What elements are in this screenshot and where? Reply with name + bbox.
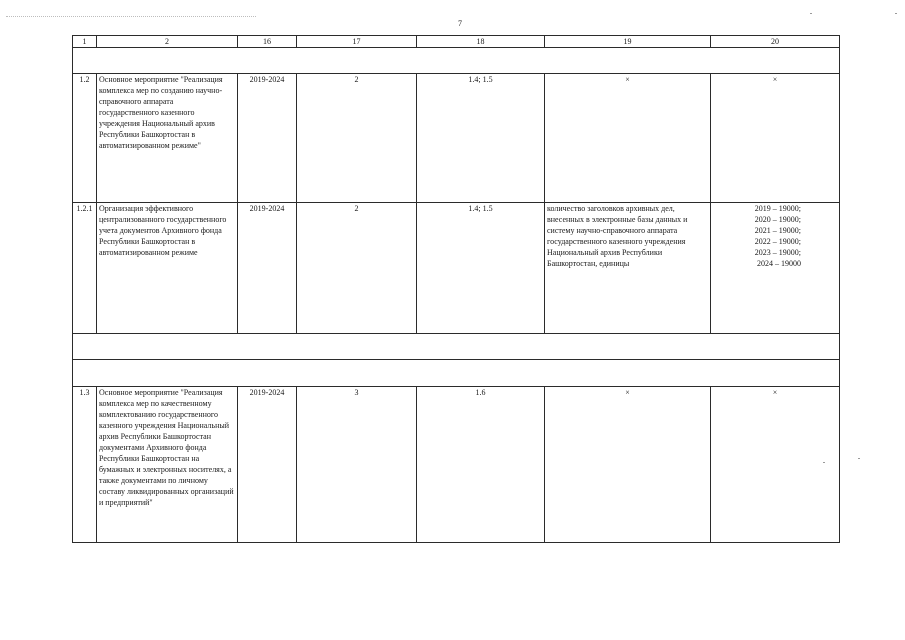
col18-cell: 1.4; 1.5 bbox=[417, 74, 545, 203]
period-cell: 2019-2024 bbox=[238, 74, 297, 203]
blank-cell bbox=[73, 48, 840, 74]
period-cell: 2019-2024 bbox=[238, 387, 297, 543]
column-header: 20 bbox=[711, 36, 840, 48]
header-row bbox=[73, 36, 840, 48]
schedule-item: 2024 – 19000 bbox=[757, 259, 801, 268]
col19-cell: × bbox=[545, 74, 711, 203]
scan-artifact-dot bbox=[858, 458, 860, 459]
col17-cell: 2 bbox=[297, 74, 417, 203]
schedule-cell bbox=[711, 203, 840, 334]
table-row bbox=[73, 203, 840, 334]
col19-cell: × bbox=[545, 387, 711, 543]
schedule-item: 2020 – 19000; bbox=[754, 215, 801, 224]
blank-cell bbox=[73, 360, 840, 387]
col17-cell: 2 bbox=[297, 203, 417, 334]
column-header: 2 bbox=[97, 36, 238, 48]
row-number: 1.2.1 bbox=[73, 203, 97, 334]
col18-cell: 1.4; 1.5 bbox=[417, 203, 545, 334]
table-row bbox=[73, 74, 840, 203]
row-number: 1.2 bbox=[73, 74, 97, 203]
col17-cell: 3 bbox=[297, 387, 417, 543]
column-header: 17 bbox=[297, 36, 417, 48]
blank-row bbox=[73, 360, 840, 387]
blank-cell bbox=[73, 334, 840, 360]
program-table bbox=[72, 35, 840, 543]
scan-artifact-line bbox=[6, 16, 256, 17]
schedule-item: 2019 – 19000; bbox=[754, 204, 801, 213]
indicator-cell: количество заголовков архивных дел, внесенных в электронные базы данных и систему научно-справочного аппарата государственного казенного учреждения Национальный архив Республики Башкортостан, единицы bbox=[545, 203, 711, 334]
column-header: 19 bbox=[545, 36, 711, 48]
measure-name: Основное мероприятие "Реализация комплекса мер по созданию научно-справочного аппарата государственного казенного учреждения Национальный архив Республики Башкортостан в автоматизированном режиме" bbox=[97, 74, 238, 203]
col20-cell: × bbox=[711, 387, 840, 543]
col20-cell: × bbox=[711, 74, 840, 203]
column-header: 1 bbox=[73, 36, 97, 48]
period-cell: 2019-2024 bbox=[238, 203, 297, 334]
row-number: 1.3 bbox=[73, 387, 97, 543]
schedule-item: 2021 – 19000; bbox=[754, 226, 801, 235]
table-row bbox=[73, 387, 840, 543]
blank-row bbox=[73, 334, 840, 360]
schedule-item: 2023 – 19000; bbox=[754, 248, 801, 257]
column-header: 16 bbox=[238, 36, 297, 48]
measure-name: Организация эффективного централизованного государственного учета документов Архивного фонда Республики Башкортостан в автоматизированном режиме bbox=[97, 203, 238, 334]
page-number: 7 bbox=[458, 19, 462, 28]
measure-name: Основное мероприятие "Реализация комплекса мер по качественному комплектованию государственного казенного учреждения Национальный архив Республики Башкортостан документами Архивного фонда Республики Башкортостан на бумажных и электронных носителях, а также документами по личному составу ликвидированных организаций и предприятий" bbox=[97, 387, 238, 543]
schedule-list bbox=[711, 203, 839, 269]
scan-artifact-dot bbox=[810, 13, 812, 14]
column-header: 18 bbox=[417, 36, 545, 48]
scan-artifact-dot bbox=[895, 13, 897, 14]
schedule-item: 2022 – 19000; bbox=[754, 237, 801, 246]
col18-cell: 1.6 bbox=[417, 387, 545, 543]
blank-row bbox=[73, 48, 840, 74]
